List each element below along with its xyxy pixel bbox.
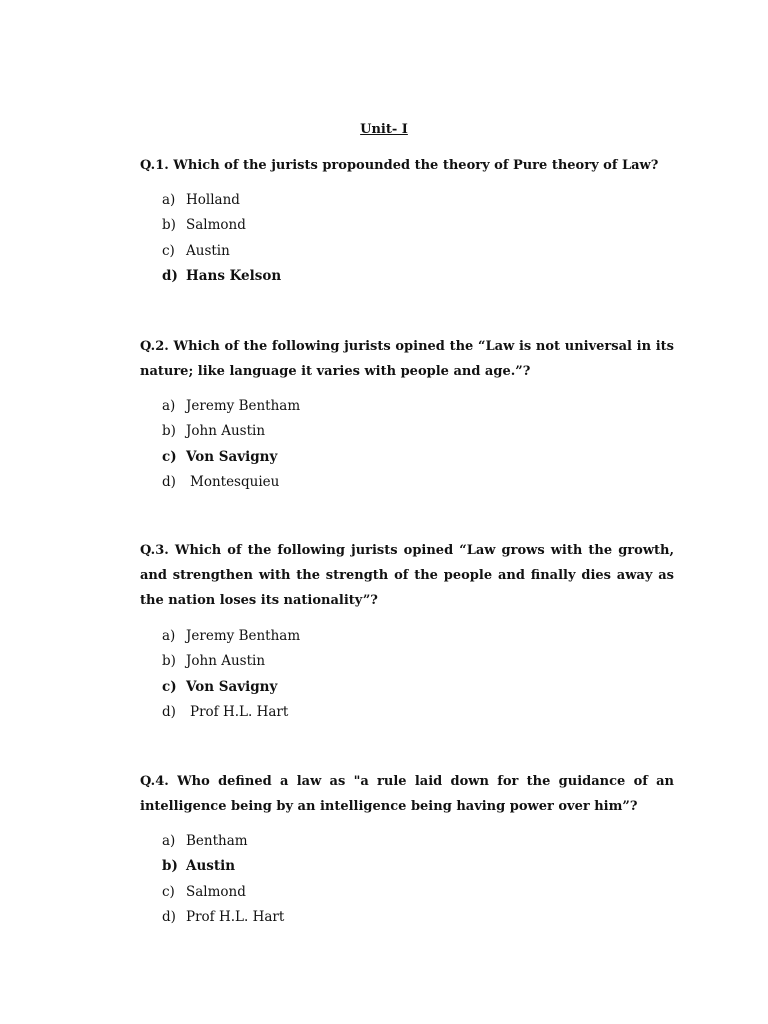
- option-3c-correct: c) Von Savigny: [162, 678, 278, 695]
- option-3a: a) Jeremy Bentham: [162, 628, 301, 644]
- question-3-options: [162, 624, 300, 725]
- option-2a: a) Jeremy Bentham: [162, 398, 301, 414]
- option-4a: a) Bentham: [162, 833, 248, 849]
- option-2b: b) John Austin: [162, 423, 266, 440]
- question-1-options: [162, 188, 281, 289]
- option-4b-correct: b) Austin: [162, 858, 236, 875]
- question-2-options: [162, 394, 300, 495]
- option-1c: c) Austin: [162, 242, 230, 259]
- question-4-options: [162, 829, 284, 930]
- option-1a: a) Holland: [162, 192, 240, 208]
- option-1d-correct: d) Hans Kelson: [162, 267, 282, 284]
- option-1b: b) Salmond: [162, 217, 246, 234]
- option-4c: c) Salmond: [162, 883, 246, 900]
- question-1: Q.1. Which of the jurists propounded the theory of Pure theory of Law?: [140, 158, 659, 173]
- question-2: Q.2. Which of the following jurists opined the “Law is not universal in its nature; like language it varies with people and age.”?: [140, 339, 674, 379]
- option-3b: b) John Austin: [162, 653, 266, 670]
- option-2c-correct: c) Von Savigny: [162, 448, 278, 465]
- unit-heading: Unit- I: [360, 122, 408, 137]
- option-3d: d) Prof H.L. Hart: [162, 703, 289, 720]
- option-2d: d) Montesquieu: [162, 473, 280, 490]
- question-4: Q.4. Who defined a law as "a rule laid down for the guidance of an intelligence being by an intelligence being having power over him”?: [140, 774, 674, 814]
- question-3: Q.3. Which of the following jurists opined “Law grows with the growth, and strengthen with the strength of the people and finally dies away as the nation loses its nationality”?: [140, 543, 674, 608]
- option-4d: d) Prof H.L. Hart: [162, 908, 285, 925]
